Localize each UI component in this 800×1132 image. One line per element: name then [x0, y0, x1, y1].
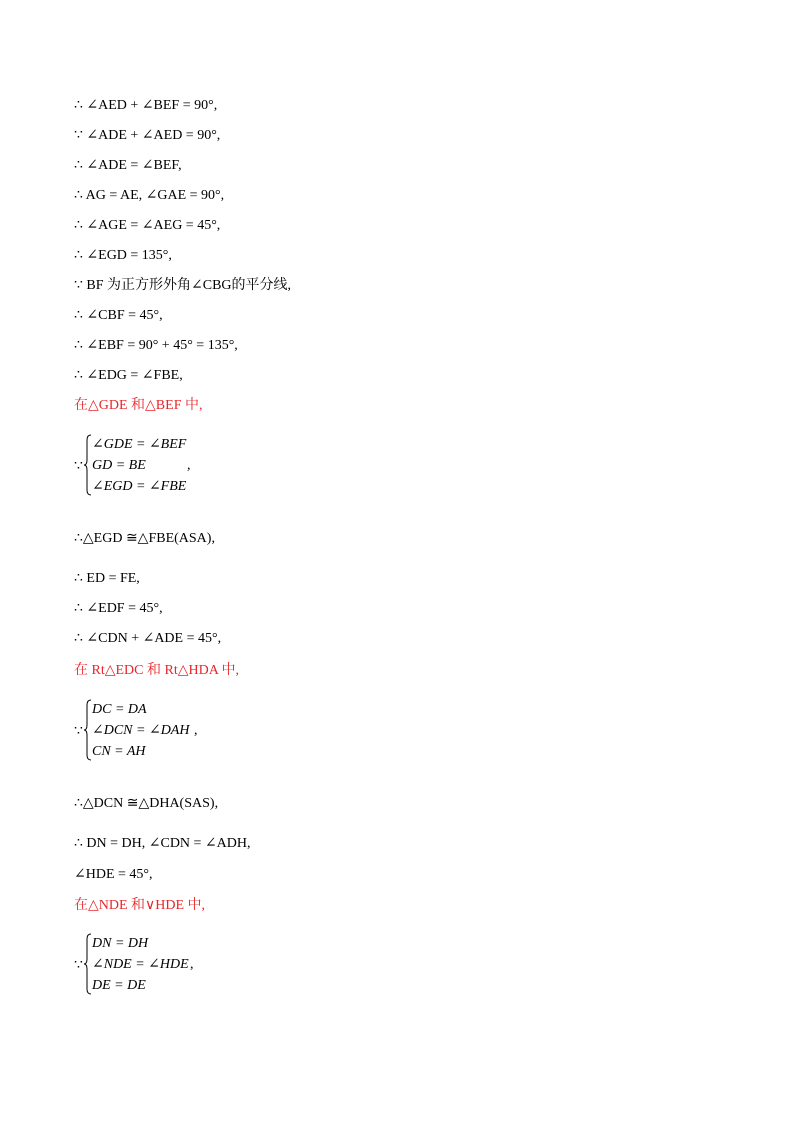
proof-line: ∴ ∠CBF = 45°, — [74, 308, 163, 323]
because-symbol: ∵ — [74, 724, 83, 739]
system-tail: , — [194, 723, 198, 738]
proof-line: ∴△EGD ≅△FBE(ASA), — [74, 531, 215, 546]
system-row: ∠EGD = ∠FBE — [92, 479, 187, 494]
proof-line: ∴ ∠EGD = 135°, — [74, 248, 172, 263]
equation-system — [74, 434, 334, 500]
proof-line: ∴ DN = DH, ∠CDN = ∠ADH, — [74, 836, 251, 851]
left-brace-icon — [84, 699, 92, 761]
proof-line-bisector: ∵ BF 为正方形外角∠CBG的平分线, — [74, 278, 292, 293]
proof-line: ∴ ∠CDN + ∠ADE = 45°, — [74, 631, 222, 646]
system-row: DN = DH — [92, 936, 149, 951]
proof-line: ∠HDE = 45°, — [74, 867, 153, 882]
because-symbol: ∵ — [74, 958, 83, 973]
left-brace-icon — [84, 434, 92, 496]
proof-heading-red: 在△GDE 和△BEF 中, — [74, 398, 203, 413]
equation-system — [74, 933, 334, 999]
proof-line: ∵ ∠ADE + ∠AED = 90°, — [74, 128, 221, 143]
left-brace-icon — [84, 933, 92, 995]
system-tail: , — [190, 957, 194, 972]
system-tail: , — [187, 458, 191, 473]
proof-line: ∴ AG = AE, ∠GAE = 90°, — [74, 188, 225, 203]
system-row: DE = DE — [92, 978, 146, 993]
proof-heading-red: 在 Rt△EDC 和 Rt△HDA 中, — [74, 663, 240, 678]
proof-line: ∴ ∠AED + ∠BEF = 90°, — [74, 98, 218, 113]
system-row: DC = DA — [92, 702, 147, 717]
proof-line: ∴ ∠EDG = ∠FBE, — [74, 368, 183, 383]
system-row: ∠DCN = ∠DAH — [92, 723, 190, 738]
proof-line: ∴ ∠ADE = ∠BEF, — [74, 158, 182, 173]
proof-line: ∴ ∠AGE = ∠AEG = 45°, — [74, 218, 221, 233]
system-row: ∠NDE = ∠HDE — [92, 957, 189, 972]
system-row: ∠GDE = ∠BEF — [92, 437, 187, 452]
equation-system — [74, 699, 334, 765]
system-row: CN = AH — [92, 744, 146, 759]
because-symbol: ∵ — [74, 459, 83, 474]
system-row: GD = BE — [92, 458, 146, 473]
proof-line: ∴ ED = FE, — [74, 571, 140, 586]
proof-line: ∴ ∠EDF = 45°, — [74, 601, 163, 616]
proof-heading-red: 在△NDE 和∨HDE 中, — [74, 898, 206, 913]
proof-line: ∴ ∠EBF = 90° + 45° = 135°, — [74, 338, 238, 353]
proof-line: ∴△DCN ≅△DHA(SAS), — [74, 796, 219, 811]
